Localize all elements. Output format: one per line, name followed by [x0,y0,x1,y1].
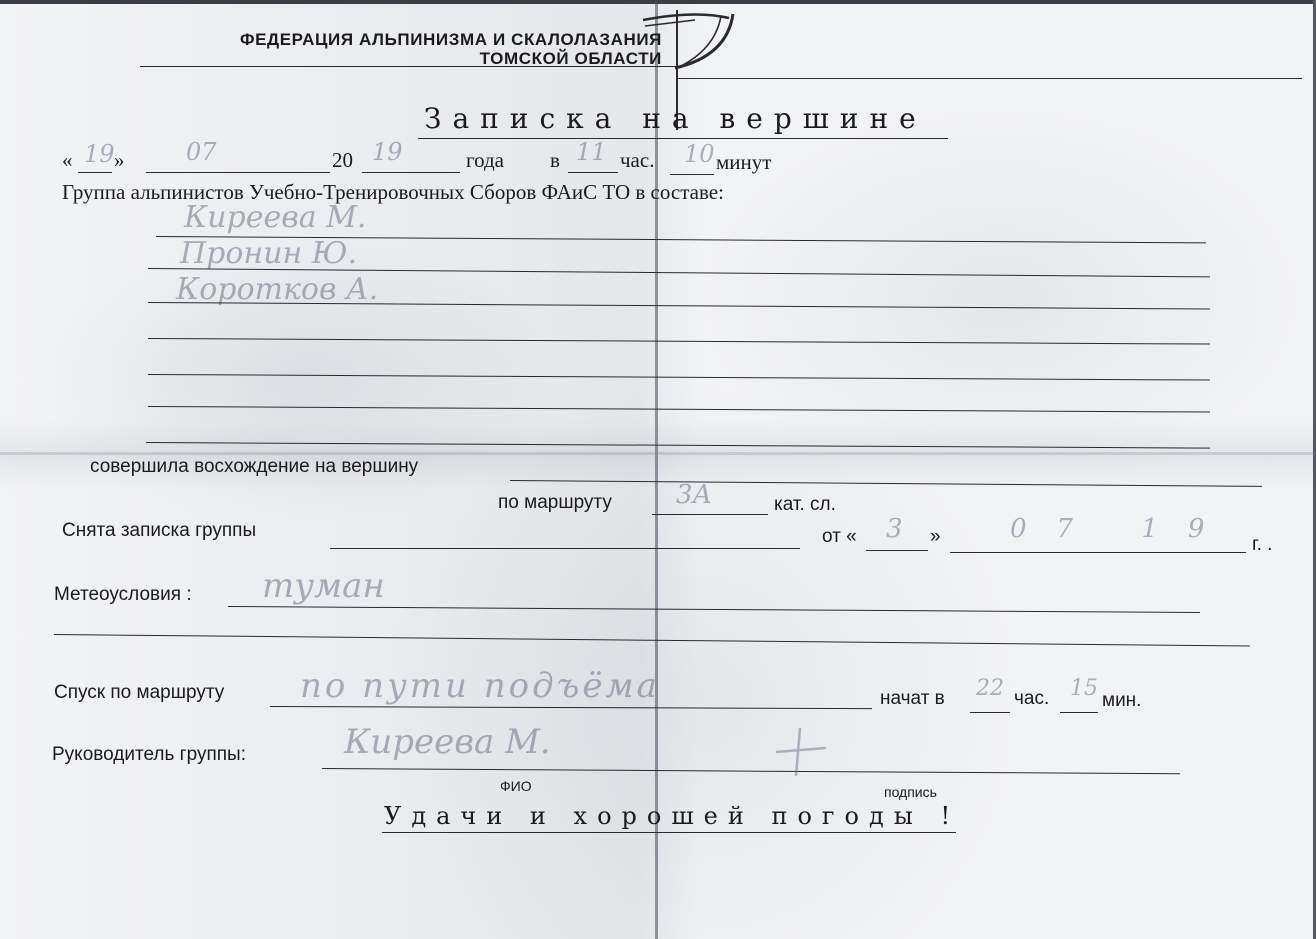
from-day-line [866,550,928,551]
descent-line [270,706,872,709]
hand-leader: Киреева М. [344,722,551,762]
taken-label: Снята записка группы [62,520,257,541]
hand-member-3: Коротков А. [176,272,379,307]
header-rule-right [676,78,1302,79]
minute-label: минут [716,150,772,174]
taken-line [330,548,800,549]
title-underline [418,138,948,139]
date-close-quote: » [114,148,125,172]
weather-line-2 [54,634,1250,646]
year-line [362,172,460,173]
horizontal-fold [0,452,1316,455]
day-line [78,172,112,173]
year-label: года [466,148,504,172]
member-line-5 [148,374,1210,381]
hand-member-1: Киреева М. [184,200,367,235]
member-line-7 [146,442,1210,449]
hand-day: 19 [84,140,115,168]
grade-label: кат. сл. [774,494,836,515]
scan-top-edge [0,0,1316,4]
hand-month: 07 [186,138,217,166]
weather-line-1 [228,606,1200,613]
grade-line [652,514,768,515]
good-luck-wish: Удачи и хорошей погоды ! [384,802,961,830]
member-line-6 [148,406,1210,413]
route-label: по маршруту [498,492,612,513]
hand-grade: 3А [676,480,713,510]
hour-label: час. [620,148,655,172]
vertical-fold [655,0,658,939]
hand-descent-hour: 22 [976,676,1004,701]
hand-hour: 11 [576,138,607,166]
descent-hour-label: час. [1014,688,1050,709]
hand-weather: туман [262,566,385,606]
in-label: в [550,148,560,172]
hand-from-date: 07 19 [1010,514,1235,544]
ascent-line [510,480,1262,487]
from-label: от « [822,526,857,547]
wish-underline [382,832,956,833]
year-prefix: 20 [332,148,353,172]
hand-member-2: Пронин Ю. [180,236,358,271]
min-label: мин. [1102,690,1142,711]
from-close: » [930,526,941,547]
hour-line [568,172,618,173]
started-label: начат в [880,688,945,709]
from-date-line [950,552,1246,553]
header-rule [140,66,678,67]
weather-label: Метеоусловия : [54,584,192,605]
descent-min-line [1060,712,1098,713]
signature-caption: подпись [884,784,937,800]
ascent-label: совершила восхождение на вершину [90,456,419,477]
hand-year: 19 [372,138,403,166]
descent-label: Спуск по маршруту [54,682,225,703]
leader-line [322,768,1180,774]
fio-caption: ФИО [500,778,532,794]
leader-label: Руководитель группы: [52,744,246,765]
org-line-2: ТОМСКОЙ ОБЛАСТИ [479,49,662,68]
form-title: Записка на вершине [424,102,927,135]
month-line [146,172,330,173]
member-line-4 [148,338,1210,345]
signature-mark [770,724,830,780]
hand-descent-min: 15 [1070,676,1098,701]
hand-descent-route: по пути подъёма [300,666,660,706]
group-line: Группа альпинистов Учебно-Тренировочных Сборов ФАиС ТО в составе: [62,180,724,204]
minute-line [670,174,714,175]
year-suffix: г. . [1252,534,1273,555]
org-line-1: ФЕДЕРАЦИЯ АЛЬПИНИЗМА И СКАЛОЛАЗАНИЯ [239,30,662,49]
date-open-quote: « [62,148,73,172]
org-name [140,30,662,68]
hand-from-day: 3 [886,514,903,544]
descent-hour-line [970,712,1010,713]
hand-minute: 10 [684,140,715,168]
